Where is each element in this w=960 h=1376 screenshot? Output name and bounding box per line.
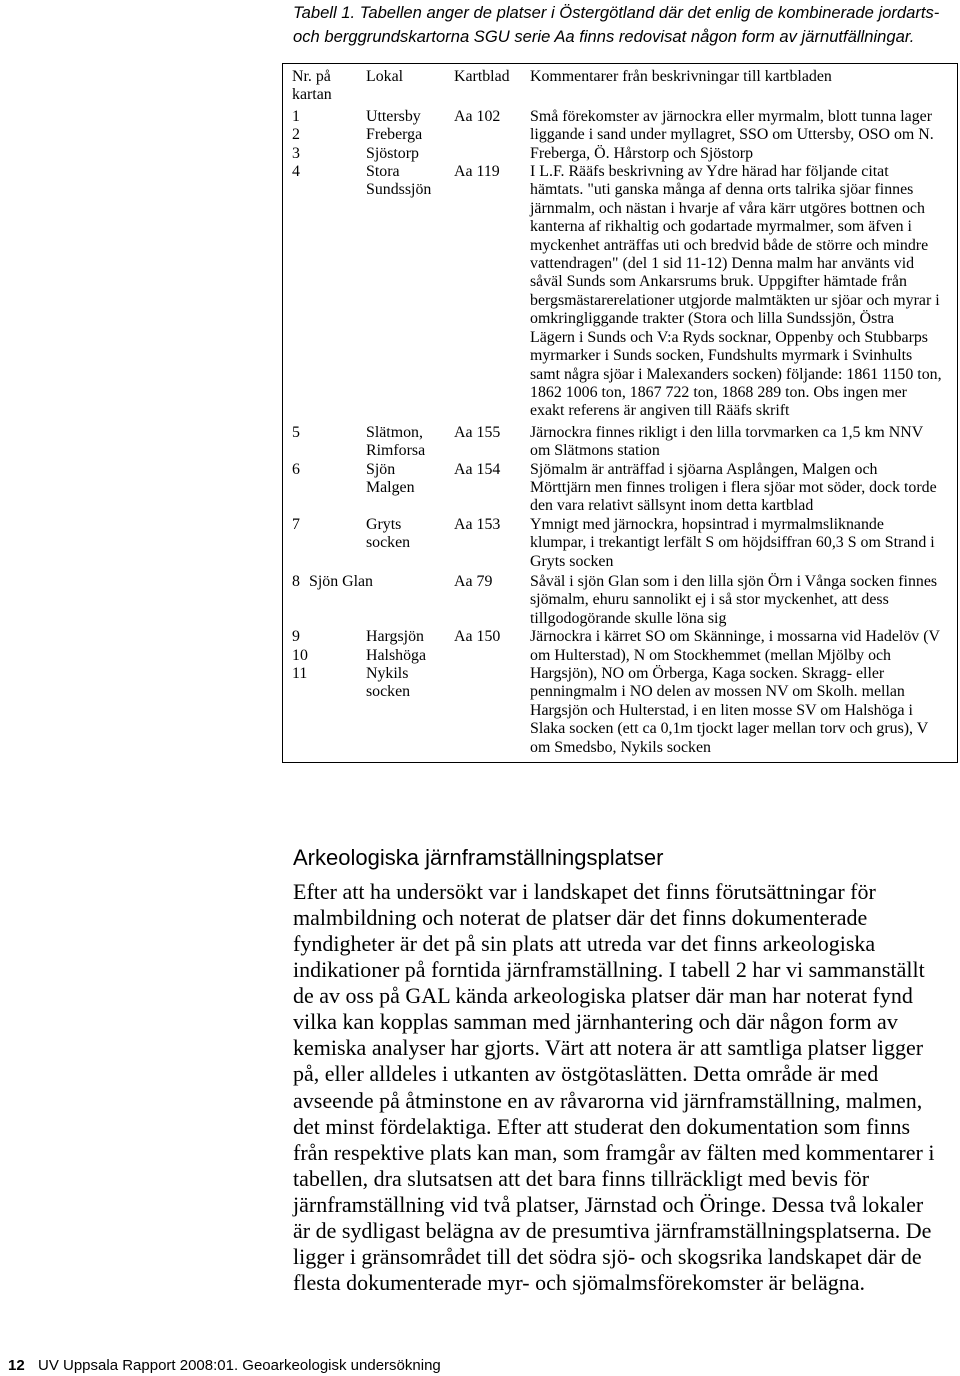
comment-line: den vara relativt sällsynt inom detta kartblad: [530, 497, 814, 515]
lokal-line: Nykils: [366, 665, 409, 682]
iron-deposits-table: [282, 63, 958, 763]
comment-line: såväl Sunds som Ankarsrums bruk. Uppgifter hämtade från: [530, 273, 907, 291]
nr-cell: [292, 461, 366, 516]
nr-line: 11: [292, 665, 308, 682]
lokal-cell: [366, 424, 454, 461]
body-line: fyndigheter är det på sin plats att utreda var det finns arkeologiska: [293, 931, 876, 957]
lokal-line: Stora: [366, 163, 400, 181]
comment-line: om Hulterstad), N om Stockhemmet (mellan Mjölby och: [530, 646, 892, 664]
body-line: på, eller alldeles i utkanten av östgötaslätten. Detta område är med: [293, 1061, 879, 1087]
lokal-cell: [366, 516, 454, 571]
comment-line: 1862 1006 ton, 1867 722 ton, 1868 289 ton. Obs ingen mer: [530, 383, 907, 401]
lokal-cell: [366, 108, 454, 163]
lokal-line: socken: [366, 534, 411, 552]
kartblad-cell: Aa 155: [454, 423, 501, 441]
body-line: är de sydligast belägna av de presumtiva järnframställningsplatserna. De: [293, 1217, 932, 1243]
lokal-cell: [366, 163, 454, 421]
comment-line: klumpar, i trekantigt lerfält S om höjdsiffran 60,3 S om Strand i: [530, 534, 935, 552]
header-nr: [292, 68, 366, 105]
nr-cell: [292, 108, 366, 163]
comment-cell: [530, 628, 946, 757]
comment-line: sjömalm, ehuru sannolikt ej i så stor myckenhet, att dess: [530, 591, 889, 609]
comment-line: Ymnigt med järnockra, hopsintrad i myrmalmsliknande: [530, 515, 884, 533]
header-kartblad: Kartblad: [454, 68, 510, 85]
body-line: Efter att ha undersökt var i landskapet det finns förutsättningar för: [293, 879, 876, 904]
nr-line: 2: [292, 126, 300, 144]
comment-cell: [530, 516, 946, 571]
comment-line: om Smedsbo, Nykils socken: [530, 738, 711, 756]
body-line: från respektive plats kan man, som framgår av fälten med kommentarer i: [293, 1139, 935, 1165]
comment-line: vattendragen" (del 1 sid 11-12) Denna malm har använts vid: [530, 255, 915, 273]
nr-line: 8: [292, 572, 300, 590]
comment-line: samt några sjöar i Malexanders socken) följande: 1861 1150 ton,: [530, 365, 942, 383]
nr-line: 9: [292, 628, 300, 646]
body-line: ligger i gränsområdet till det södra sjö- och skogsrika landskapet där de: [293, 1243, 922, 1269]
caption-line: Tabell 1. Tabellen anger de platser i Östergötland där det enlig de kombinerade jordarts-: [293, 3, 940, 22]
lokal-line: Sjön Glan: [309, 572, 374, 590]
comment-cell: [530, 163, 946, 421]
table-row: [292, 573, 957, 628]
table-row: [292, 108, 957, 163]
nr-line: 5: [292, 423, 300, 441]
table-row: [292, 424, 957, 461]
table-row: [292, 163, 957, 421]
comment-line: Freberga, Ö. Hårstorp och Sjöstorp: [530, 144, 754, 162]
caption-line: och berggrundskartorna SGU serie Aa finns redovisat någon form av järnutfällningar.: [293, 26, 915, 46]
nr-line: 7: [292, 515, 300, 533]
lokal-line: Sundssjön: [366, 181, 432, 199]
lokal-cell: [366, 461, 454, 516]
header-nr-line: Nr. på: [292, 68, 331, 85]
nr-line: 6: [292, 460, 300, 478]
comment-cell: [530, 424, 946, 461]
comment-line: Små förekomster av järnockra eller myrmalm, blott tunna lager: [530, 107, 932, 125]
body-line: indikationer på forntida järnframställning. I tabell 2 har vi sammanställt: [293, 957, 925, 983]
body-line: malmbildning och noterat de platser där det finns dokumenterade: [293, 905, 868, 931]
body-line: avseende på åtminstone en av råvarorna vid järnframställning, malmen,: [293, 1087, 923, 1113]
lokal-line: Slätmon,: [366, 423, 423, 441]
comment-cell: [530, 461, 946, 516]
comment-line: tillgodogörande skulle löna sig: [530, 609, 727, 627]
lokal-cell: [366, 628, 454, 757]
comment-line: kanterna af rikhaltig och godartade myrmalmer, som äfven i: [530, 218, 912, 236]
nr-cell: [292, 628, 366, 757]
comment-line: Järnockra i kärret SO om Skänninge, i mossarna vid Hadelöv (V: [530, 628, 940, 646]
comment-line: Mörttjärn men finnes troligen i flera sjöar mot söder, dock torde: [530, 478, 937, 496]
comment-cell: [530, 573, 946, 628]
table-header-row: [292, 68, 957, 105]
comment-line: bergsmästarerelationer utgjorde malmtäkten ur sjöar och myrar i: [530, 291, 940, 309]
lokal-line: Freberga: [366, 126, 423, 144]
lokal-line: Uttersby: [366, 107, 421, 125]
lokal-cell: [309, 573, 454, 628]
lokal-line: Hargsjön: [366, 628, 424, 646]
kartblad-cell: Aa 153: [454, 515, 501, 533]
nr-cell: [292, 424, 366, 461]
nr-line: 1: [292, 107, 300, 125]
page-footer: [8, 1356, 441, 1376]
comment-cell: [530, 108, 946, 163]
header-comment: Kommentarer från beskrivningar till kartbladen: [530, 68, 832, 85]
comment-line: exakt referens är angiven till Rääfs skrift: [530, 402, 790, 420]
body-line: tabellen, dra slutsatsen att det bara finns tillräckligt med bevis för: [293, 1165, 870, 1191]
lokal-line: Halshöga: [366, 646, 427, 664]
comment-line: Gryts socken: [530, 552, 614, 570]
lokal-line: Rimforsa: [366, 442, 426, 460]
kartblad-cell: Aa 150: [454, 628, 501, 646]
table-caption: [293, 1, 939, 48]
kartblad-cell: Aa 102: [454, 107, 501, 125]
header-nr-line: kartan: [292, 86, 332, 104]
lokal-line: Sjöstorp: [366, 144, 419, 162]
footer-text: UV Uppsala Rapport 2008:01. Geoarkeologisk undersökning: [38, 1357, 441, 1374]
body-line: vilka kan kopplas samman med järnhantering och där någon form av: [293, 1009, 898, 1035]
comment-line: liggande i sand under myllagret, SSO om Uttersby, OSO om N.: [530, 126, 934, 144]
comment-line: Slaka socken (ett ca 0,1m tjockt lager mellan torv och grus), V: [530, 720, 929, 738]
comment-line: Järnockra finnes rikligt i den lilla torvmarken ca 1,5 km NNV: [530, 423, 924, 441]
nr-cell: [292, 163, 366, 421]
table-row: [292, 516, 957, 571]
comment-line: Lägern i Sunds och V:a Ryds socknar, Oppenby och Stubbarps: [530, 328, 928, 346]
comment-line: järnmalm, och nästan i hvarje af våra kärr utgöres bottnen och: [530, 199, 925, 217]
body-line: järnframställning vid två platser, Järnstad och Öringe. Dessa två lokaler: [293, 1191, 924, 1217]
comment-line: penningmalm i NO delen av mossen NV om Skolh. mellan: [530, 683, 905, 701]
comment-line: Sjömalm är anträffad i sjöarna Asplången, Malgen och: [530, 460, 878, 478]
kartblad-cell: Aa 79: [454, 572, 493, 590]
lokal-line: Gryts: [366, 515, 402, 533]
body-line: kemiska analyser har gjorts. Värt att notera är att samtliga platser ligger: [293, 1035, 924, 1061]
lokal-line: socken: [366, 683, 411, 701]
lokal-line: Malgen: [366, 478, 415, 496]
section-body: [293, 879, 934, 1296]
comment-line: I L.F. Rääfs beskrivning av Ydre härad har följande citat: [530, 163, 889, 181]
header-lokal: Lokal: [366, 68, 404, 85]
lokal-line: Sjön: [366, 460, 396, 478]
comment-line: Hargsjön och Hulterstad, i en liten mosse SV om Halshöga i: [530, 701, 913, 719]
nr-cell: [292, 516, 366, 571]
comment-line: hämtats. "uti ganska många af denna orts talrika sjöar finnes: [530, 181, 914, 199]
nr-line: 3: [292, 144, 300, 162]
comment-line: Såväl i sjön Glan som i den lilla sjön Örn i Vånga socken finnes: [530, 572, 938, 590]
comment-line: myckenhet anträffas uti och bredvid både de större och mindre: [530, 236, 929, 254]
nr-line: 10: [292, 646, 308, 664]
table-row: [292, 628, 957, 757]
kartblad-cell: Aa 154: [454, 460, 501, 478]
comment-line: myrmarker i Sunds socken, Fundshults myrmark i Svinhults: [530, 347, 913, 365]
body-line: de av oss på GAL kända arkeologiska platser där man har noterat fynd: [293, 983, 913, 1009]
body-line: det minst fördelaktiga. Efter att studerat den dokumentation som finns: [293, 1113, 911, 1139]
comment-line: omkringliggande trakter (Stora och lilla Sundssjön, Östra: [530, 310, 895, 328]
table-row: [292, 461, 957, 516]
page-number: 12: [8, 1357, 25, 1374]
section-heading: Arkeologiska järnframställningsplatser: [293, 845, 664, 870]
comment-line: om Slätmons station: [530, 442, 660, 460]
nr-line: 4: [292, 163, 300, 181]
comment-line: Hargsjön), NO om Örberga, Kaga socken. Skragg- eller: [530, 665, 885, 682]
kartblad-cell: Aa 119: [454, 163, 500, 181]
body-line: flesta dokumenterade myr- och sjömalmsförekomster är belägna.: [293, 1269, 865, 1295]
